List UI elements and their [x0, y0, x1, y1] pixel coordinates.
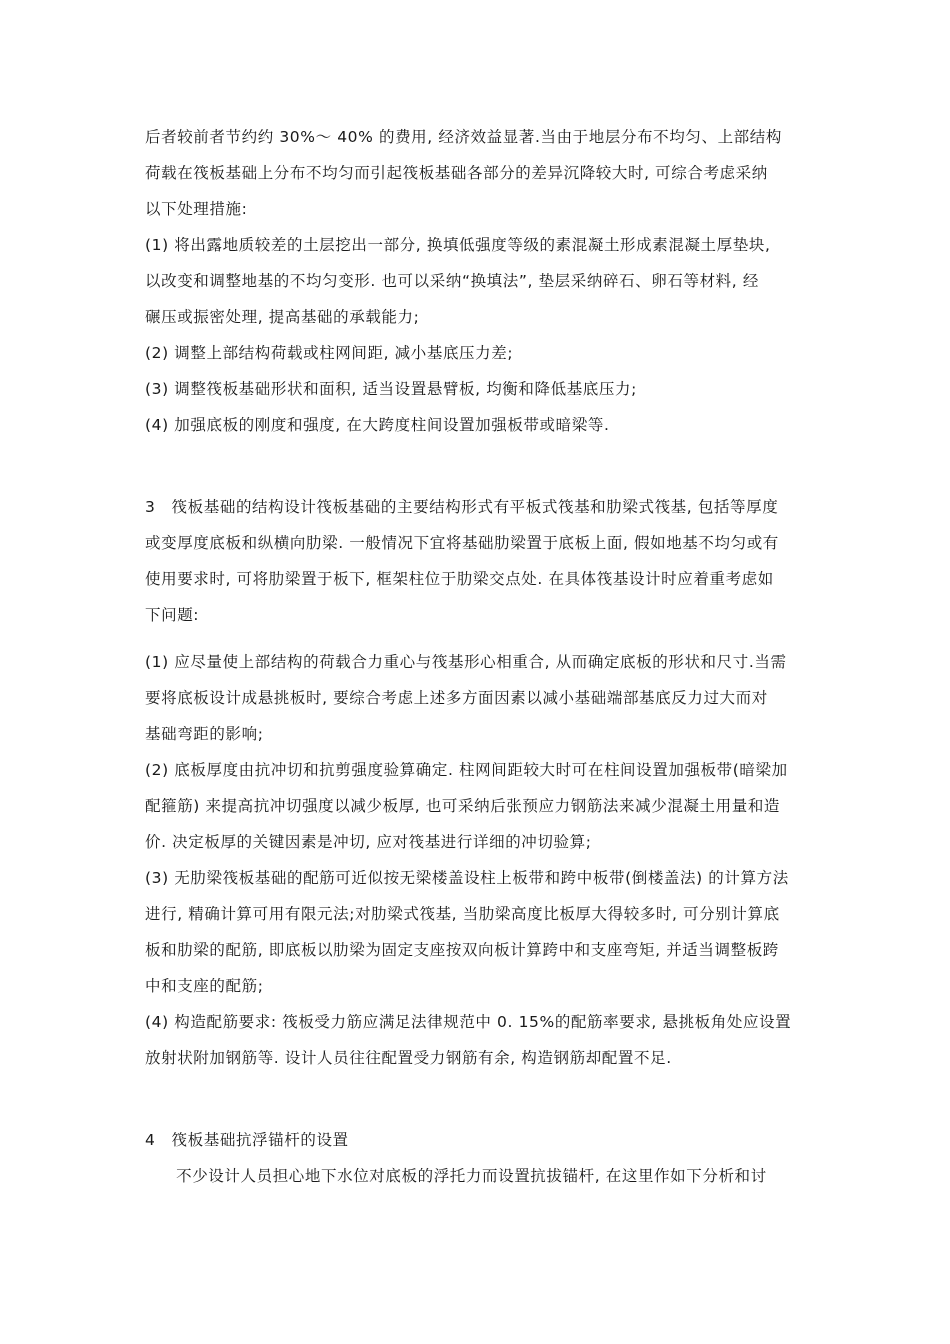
text-line: 碾压或振密处理, 提高基础的承载能力; [145, 308, 420, 326]
text-line: 配箍筋) 来提高抗冲切强度以减少板厚, 也可采纳后张预应力钢筋法来减少混凝土用量和造 [145, 797, 781, 815]
text-line: (1) 应尽量使上部结构的荷载合力重心与筏基形心相重合, 从而确定底板的形状和尺寸.当需 [145, 653, 787, 671]
text-line: 或变厚度底板和纵横向肋梁. 一般情况下宜将基础肋梁置于底板上面, 假如地基不均匀或有 [145, 534, 779, 552]
text-line: 中和支座的配筋; [145, 977, 264, 995]
text-line: (2) 调整上部结构荷载或柱网间距, 减小基底压力差; [145, 344, 514, 362]
text-line: (1) 将出露地质较差的土层挖出一部分, 换填低强度等级的素混凝土形成素混凝土厚垫块, [145, 236, 771, 254]
text-line: 下问题: [145, 606, 200, 624]
text-line: 价. 决定板厚的关键因素是冲切, 应对筏基进行详细的冲切验算; [145, 833, 592, 851]
text-line: 使用要求时, 可将肋梁置于板下, 框架柱位于肋梁交点处. 在具体筏基设计时应着重考虑如 [145, 570, 774, 588]
text-line: 3 筏板基础的结构设计筏板基础的主要结构形式有平板式筏基和肋梁式筏基, 包括等厚度 [145, 498, 779, 516]
text-line: 后者较前者节约约 30%～ 40% 的费用, 经济效益显著.当由于地层分布不均匀、上部结构 [145, 128, 782, 146]
text-line: (4) 构造配筋要求: 筏板受力筋应满足法律规范中 0. 15%的配筋率要求, 悬挑板角处应设置 [145, 1013, 792, 1031]
text-line: 进行, 精确计算可用有限元法;对肋梁式筏基, 当肋梁高度比板厚大得较多时, 可分别计算底 [145, 905, 780, 923]
text-line: (2) 底板厚度由抗冲切和抗剪强度验算确定. 柱网间距较大时可在柱间设置加强板带(暗梁加 [145, 761, 788, 779]
text-line: 4 筏板基础抗浮锚杆的设置 [145, 1131, 349, 1149]
text-line: 以下处理措施: [145, 200, 248, 218]
text-line: 要将底板设计成悬挑板时, 要综合考虑上述多方面因素以减小基础端部基底反力过大而对 [145, 689, 768, 707]
text-line: 放射状附加钢筋等. 设计人员往往配置受力钢筋有余, 构造钢筋却配置不足. [145, 1049, 672, 1067]
text-line: (3) 无肋梁筏板基础的配筋可近似按无梁楼盖设柱上板带和跨中板带(倒楼盖法) 的计算方法 [145, 869, 789, 887]
text-line: 荷载在筏板基础上分布不均匀而引起筏板基础各部分的差异沉降较大时, 可综合考虑采纳 [145, 164, 768, 182]
text-line: (4) 加强底板的刚度和强度, 在大跨度柱间设置加强板带或暗梁等. [145, 416, 610, 434]
text-line: 不少设计人员担心地下水位对底板的浮托力而设置抗拔锚杆, 在这里作如下分析和讨 [160, 1167, 767, 1185]
text-line: (3) 调整筏板基础形状和面积, 适当设置悬臂板, 均衡和降低基底压力; [145, 380, 637, 398]
text-line: 板和肋梁的配筋, 即底板以肋梁为固定支座按双向板计算跨中和支座弯矩, 并适当调整板跨 [145, 941, 779, 959]
text-line: 基础弯距的影响; [145, 725, 264, 743]
text-line: 以改变和调整地基的不均匀变形. 也可以采纳“换填法”, 垫层采纳碎石、卵石等材料, 经 [145, 272, 759, 290]
